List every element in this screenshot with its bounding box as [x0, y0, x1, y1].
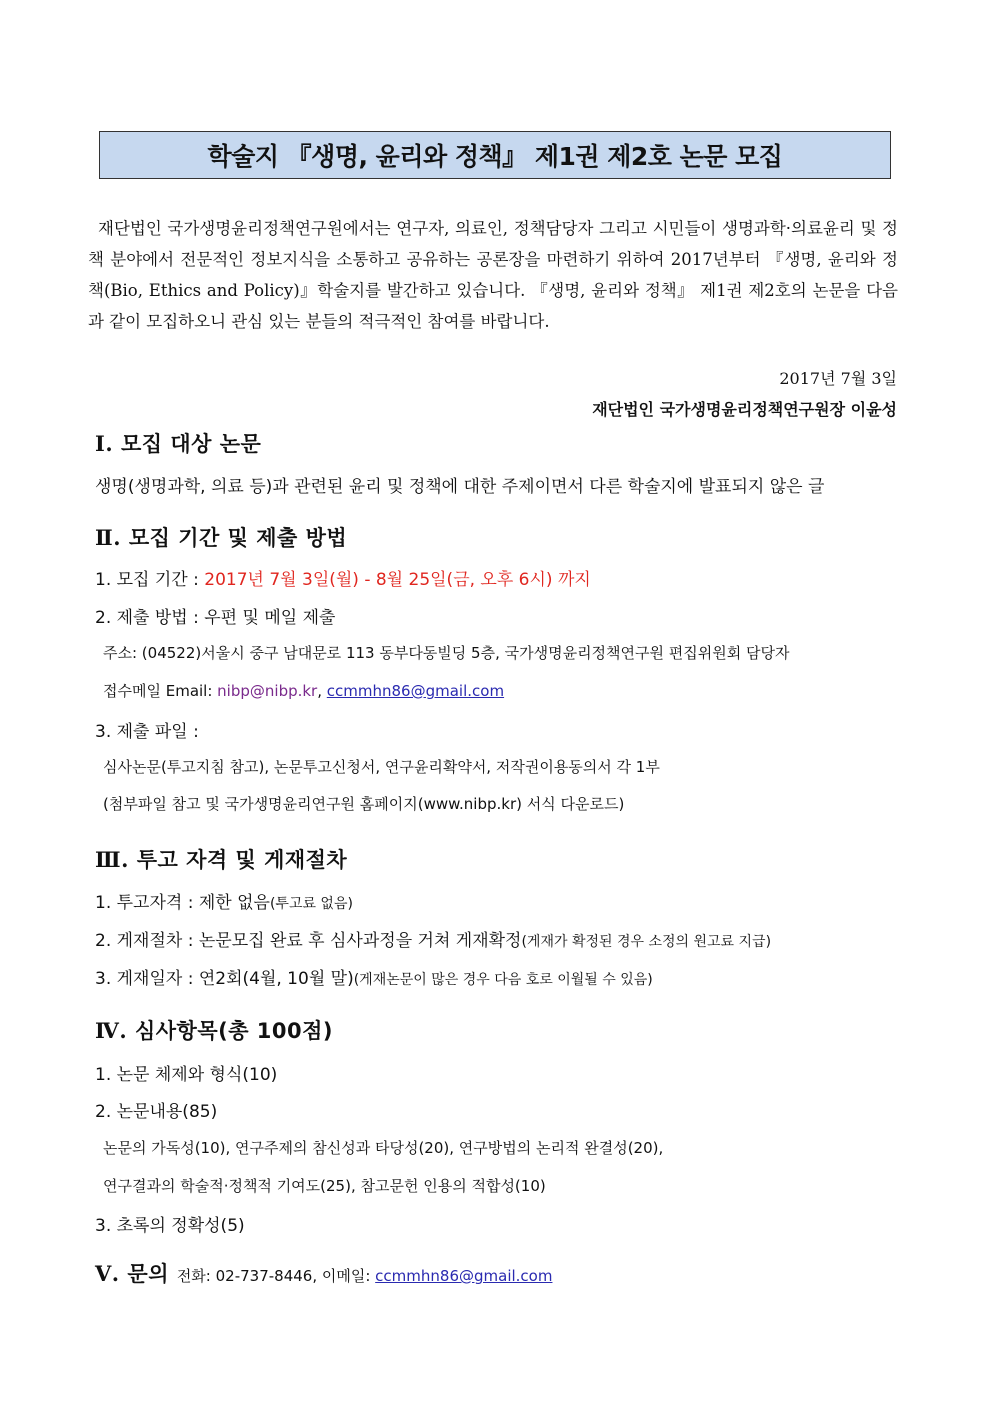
submit-email-label: 접수메일 Email: [103, 682, 218, 700]
submit-email-secondary[interactable]: ccmmhn86@gmail.com [326, 682, 505, 700]
submit-email-line [103, 680, 504, 701]
submit-email-primary[interactable]: nibp@nibp.kr [217, 682, 318, 700]
publication-date [95, 964, 653, 989]
contact-label: 전화: 02-737-8446, 이메일: [176, 1267, 376, 1285]
intro-paragraph: 재단법인 국가생명윤리정책연구원에서는 연구자, 의료인, 정책담당자 그리고 시민들이 생명과학·의료윤리 및 정책 분야에서 전문적인 정보지식을 소통하고 공유하는 공론장을 마련하기 위하여 2017년부터 『생명, 윤리와 정책(Bio, Ethics and Policy)』학술지를 발간하고 있습니다. 『생명, 윤리와 정책』 제1권 제2호의 논문을 다음과 같이 모집하오니 관심 있는 분들의 적극적인 참여를 바랍니다. [88, 219, 898, 331]
document-title: 학술지 『생명, 윤리와 정책』 제1권 제2호 논문 모집 [99, 131, 891, 179]
contact-email[interactable]: ccmmhn86@gmail.com [375, 1267, 553, 1285]
publication-process [95, 926, 771, 951]
section-1-heading [95, 428, 261, 458]
signer: 재단법인 국가생명윤리정책연구원장 이윤성 [592, 400, 897, 419]
recruit-period [95, 565, 591, 590]
section-2-title: 모집 기간 및 제출 방법 [128, 526, 348, 550]
recruit-period-value: 2017년 7월 3일(월) - 8월 25일(금, 오후 6시) 까지 [204, 570, 591, 590]
recruit-period-label: 1. 모집 기간 : [95, 570, 205, 590]
eligibility-main: 1. 투고자격 : 제한 없음 [95, 893, 270, 913]
section-1-body: 생명(생명과학, 의료 등)과 관련된 윤리 및 정책에 대한 주제이면서 다른 학술지에 발표되지 않은 글 [95, 477, 825, 497]
section-2-heading [95, 522, 347, 552]
section-3-title: 투고 자격 및 게재절차 [136, 848, 348, 872]
section-1-title: 모집 대상 논문 [120, 432, 262, 456]
section-4-title: 심사항목(총 100점) [134, 1019, 334, 1043]
mail-address: 주소: (04522)서울시 중구 남대문로 113 동부다동빌딩 5층, 국가생명윤리정책연구원 편집위원회 담당자 [103, 644, 790, 662]
review-item-1: 1. 논문 체제와 형식(10) [95, 1065, 278, 1085]
publication-date-main: 3. 게재일자 : 연2회(4월, 10월 말) [95, 969, 354, 989]
review-item-2: 2. 논문내용(85) [95, 1102, 218, 1122]
review-item-2-detail-1: 논문의 가독성(10), 연구주제의 참신성과 타당성(20), 연구방법의 논리적 완결성(20), [103, 1139, 664, 1157]
section-5-number: Ⅴ. [95, 1261, 120, 1286]
section-4-number: Ⅳ. [95, 1018, 128, 1043]
publication-process-note: (게재가 확정된 경우 소정의 원고료 지급) [521, 934, 772, 950]
section-2-number: Ⅱ. [95, 525, 122, 550]
publication-process-main: 2. 게재절차 : 논문모집 완료 후 심사과정을 거쳐 게재확정 [95, 931, 522, 951]
section-5-title: 문의 [127, 1262, 169, 1286]
issue-date: 2017년 7월 3일 [779, 369, 897, 388]
submit-files: 3. 제출 파일 : [95, 722, 199, 742]
submit-email-sep: , [317, 682, 327, 700]
submit-files-list: 심사논문(투고지침 참고), 논문투고신청서, 연구윤리확약서, 저작권이용동의서 각 1부 [103, 758, 660, 776]
section-1-number: Ⅰ. [95, 431, 114, 456]
eligibility-note: (투고료 없음) [269, 896, 353, 912]
eligibility [95, 888, 353, 913]
section-3-number: Ⅲ. [95, 847, 129, 872]
submit-files-note: (첨부파일 참고 및 국가생명윤리연구원 홈페이지(www.nibp.kr) 서식 다운로드) [103, 795, 625, 813]
section-5-heading [95, 1258, 552, 1288]
submit-method: 2. 제출 방법 : 우편 및 메일 제출 [95, 608, 336, 628]
review-item-3: 3. 초록의 정확성(5) [95, 1216, 245, 1236]
section-4-heading [95, 1015, 333, 1045]
publication-date-note: (게재논문이 많은 경우 다음 호로 이월될 수 있음) [353, 972, 653, 988]
section-3-heading [95, 844, 347, 874]
review-item-2-detail-2: 연구결과의 학술적·정책적 기여도(25), 참고문헌 인용의 적합성(10) [103, 1177, 546, 1195]
